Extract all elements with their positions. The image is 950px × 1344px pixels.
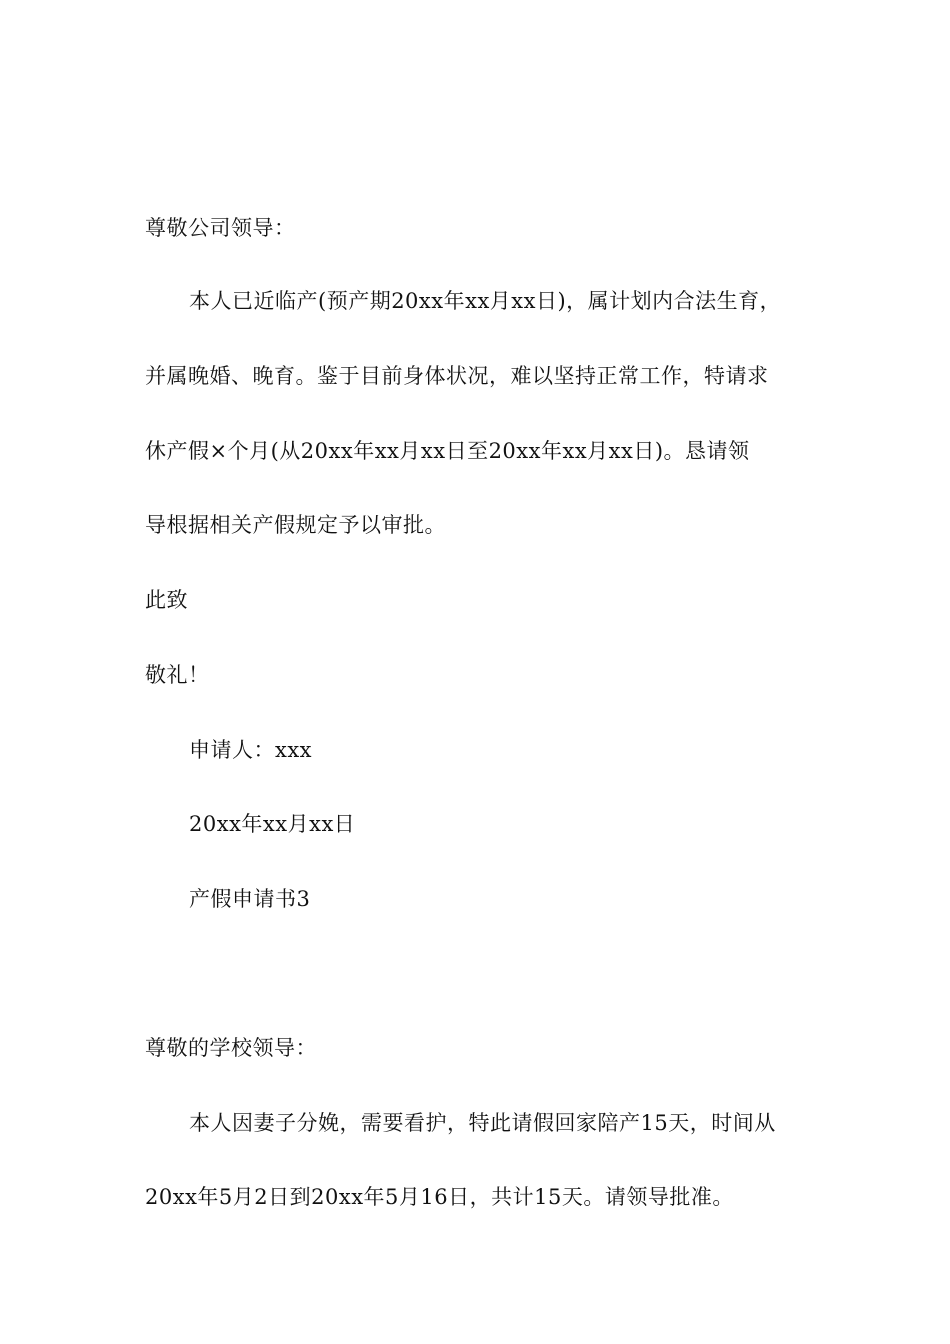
- section-title: 产假申请书3: [189, 887, 311, 911]
- letter2-body-line-2: 20xx年5月2日到20xx年5月16日，共计15天。请领导批准。: [145, 1185, 734, 1209]
- letter1-closing-1: 此致: [145, 588, 188, 612]
- letter1-salutation: 尊敬公司领导：: [145, 216, 296, 240]
- letter2-body-line-1: 本人因妻子分娩，需要看护，特此请假回家陪产15天，时间从: [189, 1111, 776, 1135]
- letter1-applicant: 申请人：xxx: [189, 738, 313, 762]
- letter1-date: 20xx年xx月xx日: [189, 812, 356, 836]
- letter1-body-line-2: 并属晚婚、晚育。鉴于目前身体状况，难以坚持正常工作，特请求: [145, 364, 769, 388]
- letter2-salutation: 尊敬的学校领导：: [145, 1036, 317, 1060]
- letter1-closing-2: 敬礼！: [145, 663, 210, 687]
- letter1-body-line-1: 本人已近临产(预产期20xx年xx月xx日)，属计划内合法生育，: [189, 289, 782, 313]
- letter1-body-line-3: 休产假×个月(从20xx年xx月xx日至20xx年xx月xx日)。恳请领: [145, 439, 750, 463]
- letter1-body-line-4: 导根据相关产假规定予以审批。: [145, 513, 446, 537]
